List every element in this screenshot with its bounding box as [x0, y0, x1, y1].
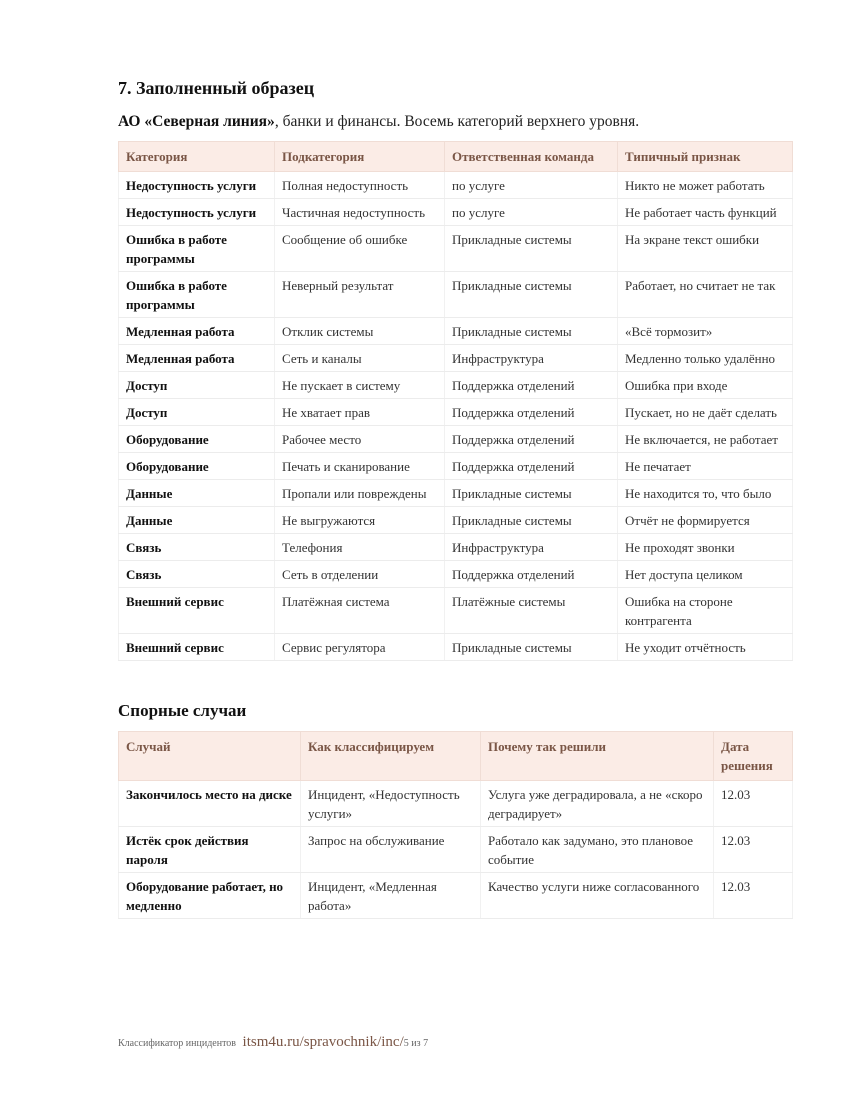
section-title: 7. Заполненный образец — [118, 78, 315, 98]
table-cell: Связь — [119, 534, 275, 561]
table-row — [119, 453, 793, 480]
table-cell: Недоступность услуги — [119, 172, 275, 199]
column-header: Категория — [119, 142, 275, 172]
column-header: Типичный признак — [618, 142, 793, 172]
table-cell: Прикладные системы — [445, 634, 618, 661]
table-cell: Ошибка при входе — [618, 372, 793, 399]
column-header: Дата решения — [714, 732, 793, 781]
table-cell: Поддержка отделений — [445, 426, 618, 453]
disputed-section — [118, 701, 784, 919]
table-cell: Неверный результат — [275, 272, 445, 318]
table-cell: Данные — [119, 480, 275, 507]
table-cell: Не выгружаются — [275, 507, 445, 534]
table-row — [119, 272, 793, 318]
table-row — [119, 372, 793, 399]
table-cell: Доступ — [119, 399, 275, 426]
table-cell: «Всё тормозит» — [618, 318, 793, 345]
table-cell: Запрос на обслуживание — [301, 827, 481, 873]
footer-doc-name: Классификатор инцидентов — [118, 1038, 237, 1049]
table-cell: Инцидент, «Недоступность услуги» — [301, 781, 481, 827]
table-cell: Медленная работа — [119, 345, 275, 372]
table-cell: Не печатает — [618, 453, 793, 480]
table-row — [119, 507, 793, 534]
table-cell: Сообщение об ошибке — [275, 226, 445, 272]
table-cell: Отклик системы — [275, 318, 445, 345]
disputed-title: Спорные случаи — [118, 701, 247, 720]
table-cell: Поддержка отделений — [445, 399, 618, 426]
table-row — [119, 480, 793, 507]
table-cell: Доступ — [119, 372, 275, 399]
table-cell: Не хватает прав — [275, 399, 445, 426]
table-cell: Не уходит отчётность — [618, 634, 793, 661]
table-cell: 12.03 — [714, 781, 793, 827]
table-cell: Прикладные системы — [445, 272, 618, 318]
table-cell: Оборудование — [119, 453, 275, 480]
table-cell: Медленная работа — [119, 318, 275, 345]
table-row — [119, 827, 793, 873]
table-cell: Пропали или повреждены — [275, 480, 445, 507]
table-cell: Рабочее место — [275, 426, 445, 453]
table-cell: Поддержка отделений — [445, 453, 618, 480]
table-header-row — [119, 732, 793, 781]
table-cell: Данные — [119, 507, 275, 534]
table-cell: Не работает часть функций — [618, 199, 793, 226]
table-cell: Не пускает в систему — [275, 372, 445, 399]
footer-link[interactable]: itsm4u.ru/spravochnik/inc/ — [242, 1034, 404, 1050]
table-cell: Сеть в отделении — [275, 561, 445, 588]
table-cell: Телефония — [275, 534, 445, 561]
page-footer — [118, 1034, 428, 1051]
table-cell: Пускает, но не даёт сделать — [618, 399, 793, 426]
table-cell: по услуге — [445, 172, 618, 199]
page-content — [118, 78, 784, 919]
table-cell: Истёк срок действия пароля — [119, 827, 301, 873]
table-cell: Инфраструктура — [445, 345, 618, 372]
table-row — [119, 318, 793, 345]
table-cell: Внешний сервис — [119, 588, 275, 634]
table-row — [119, 534, 793, 561]
table-cell: Ошибка в работе программы — [119, 272, 275, 318]
intro-text: , банки и финансы. Восемь категорий верхнего уровня. — [274, 113, 640, 130]
table-row — [119, 399, 793, 426]
table-row — [119, 561, 793, 588]
column-header: Случай — [119, 732, 301, 781]
company-name: АО «Северная линия» — [118, 113, 275, 130]
table-cell: Частичная недоступность — [275, 199, 445, 226]
column-header: Подкатегория — [275, 142, 445, 172]
table-cell: На экране текст ошибки — [618, 226, 793, 272]
table-cell: Инфраструктура — [445, 534, 618, 561]
table-row — [119, 426, 793, 453]
table-row — [119, 199, 793, 226]
disputed-table-body — [119, 781, 793, 919]
table-cell: Сеть и каналы — [275, 345, 445, 372]
table-cell: Полная недоступность — [275, 172, 445, 199]
table-row — [119, 873, 793, 919]
table-cell: Медленно только удалённо — [618, 345, 793, 372]
table-cell: Прикладные системы — [445, 226, 618, 272]
categories-table-body — [119, 172, 793, 661]
table-cell: Ошибка на стороне контрагента — [618, 588, 793, 634]
categories-table — [118, 141, 793, 661]
table-cell: по услуге — [445, 199, 618, 226]
table-cell: Оборудование — [119, 426, 275, 453]
table-cell: Недоступность услуги — [119, 199, 275, 226]
table-header-row — [119, 142, 793, 172]
disputed-table — [118, 731, 793, 919]
table-row — [119, 634, 793, 661]
section-intro — [118, 113, 784, 131]
table-row — [119, 172, 793, 199]
table-cell: Прикладные системы — [445, 507, 618, 534]
table-cell: Платёжная система — [275, 588, 445, 634]
column-header: Почему так решили — [481, 732, 714, 781]
table-cell: Не находится то, что было — [618, 480, 793, 507]
table-cell: Прикладные системы — [445, 318, 618, 345]
table-cell: Инцидент, «Медленная работа» — [301, 873, 481, 919]
table-cell: Внешний сервис — [119, 634, 275, 661]
column-header: Ответственная команда — [445, 142, 618, 172]
table-cell: Поддержка отделений — [445, 372, 618, 399]
table-row — [119, 588, 793, 634]
table-cell: Закончилось место на диске — [119, 781, 301, 827]
table-row — [119, 345, 793, 372]
table-cell: Нет доступа целиком — [618, 561, 793, 588]
table-cell: Печать и сканирование — [275, 453, 445, 480]
table-cell: Услуга уже деградировала, а не «скоро деградирует» — [481, 781, 714, 827]
table-cell: Поддержка отделений — [445, 561, 618, 588]
table-cell: Отчёт не формируется — [618, 507, 793, 534]
table-cell: Не включается, не работает — [618, 426, 793, 453]
table-cell: 12.03 — [714, 827, 793, 873]
table-row — [119, 226, 793, 272]
table-cell: Работало как задумано, это плановое событие — [481, 827, 714, 873]
table-cell: Никто не может работать — [618, 172, 793, 199]
table-cell: Качество услуги ниже согласованного — [481, 873, 714, 919]
page-number: 5 из 7 — [403, 1038, 429, 1049]
table-cell: 12.03 — [714, 873, 793, 919]
table-cell: Не проходят звонки — [618, 534, 793, 561]
table-cell: Связь — [119, 561, 275, 588]
table-cell: Оборудование работает, но медленно — [119, 873, 301, 919]
table-cell: Сервис регулятора — [275, 634, 445, 661]
table-row — [119, 781, 793, 827]
table-cell: Платёжные системы — [445, 588, 618, 634]
table-cell: Работает, но считает не так — [618, 272, 793, 318]
table-cell: Прикладные системы — [445, 480, 618, 507]
column-header: Как классифицируем — [301, 732, 481, 781]
table-cell: Ошибка в работе программы — [119, 226, 275, 272]
